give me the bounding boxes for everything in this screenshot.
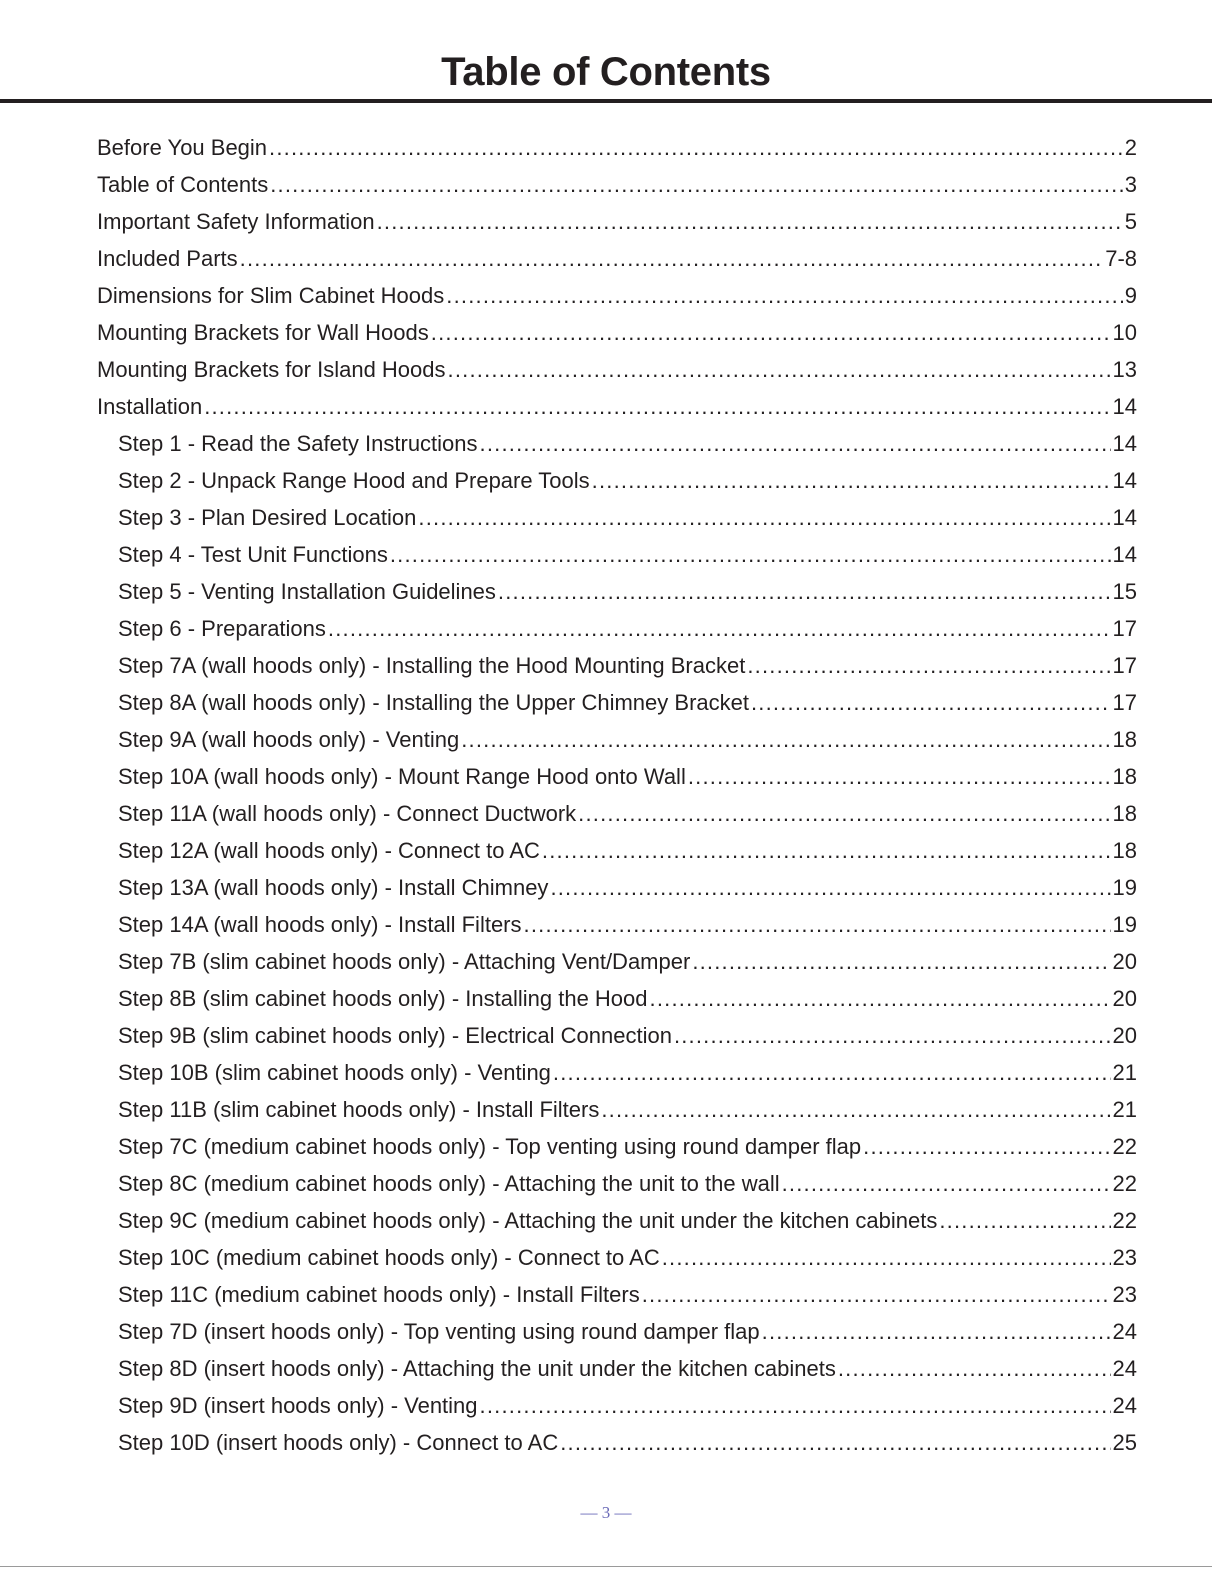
toc-entry[interactable] bbox=[0, 1051, 1212, 1088]
toc-entry-label: Installation bbox=[97, 394, 203, 419]
toc-entry-label: Important Safety Information bbox=[97, 209, 375, 234]
toc-list bbox=[0, 126, 1212, 1458]
toc-entry[interactable] bbox=[0, 607, 1212, 644]
toc-dot-leader bbox=[418, 503, 1110, 533]
toc-entry-label: Step 8A (wall hoods only) - Installing the Upper Chimney Bracket bbox=[118, 690, 749, 715]
toc-entry[interactable] bbox=[0, 792, 1212, 829]
toc-entry-page-number: 23 bbox=[1112, 1282, 1137, 1307]
toc-entry[interactable] bbox=[0, 1421, 1212, 1458]
toc-dot-leader bbox=[863, 1132, 1110, 1162]
toc-entry-page-number: 17 bbox=[1112, 616, 1137, 641]
toc-entry[interactable] bbox=[0, 681, 1212, 718]
toc-dot-leader bbox=[542, 836, 1111, 866]
toc-entry-page-number: 18 bbox=[1112, 764, 1137, 789]
toc-entry[interactable] bbox=[0, 1199, 1212, 1236]
toc-entry[interactable] bbox=[0, 1384, 1212, 1421]
toc-entry-label: Before You Begin bbox=[97, 135, 268, 160]
toc-entry[interactable] bbox=[0, 385, 1212, 422]
toc-entry-label: Step 2 - Unpack Range Hood and Prepare Tools bbox=[118, 468, 590, 493]
toc-entry-label: Step 7A (wall hoods only) - Installing the Hood Mounting Bracket bbox=[118, 653, 746, 678]
toc-entry[interactable] bbox=[0, 1014, 1212, 1051]
toc-entry-page-number: 9 bbox=[1124, 283, 1137, 308]
toc-dot-leader bbox=[270, 170, 1123, 200]
page-number-footer: — 3 — bbox=[580, 1503, 632, 1522]
toc-dot-leader bbox=[269, 133, 1123, 163]
toc-entry-label: Step 9C (medium cabinet hoods only) - Attaching the unit under the kitchen cabinets bbox=[118, 1208, 938, 1233]
toc-entry[interactable] bbox=[0, 755, 1212, 792]
toc-entry-label: Step 13A (wall hoods only) - Install Chimney bbox=[118, 875, 549, 900]
toc-entry-label: Step 4 - Test Unit Functions bbox=[118, 542, 388, 567]
toc-entry-page-number: 13 bbox=[1112, 357, 1137, 382]
toc-entry-page-number: 20 bbox=[1112, 986, 1137, 1011]
toc-entry-page-number: 10 bbox=[1112, 320, 1137, 345]
toc-entry-page-number: 17 bbox=[1112, 653, 1137, 678]
toc-entry-label: Step 11C (medium cabinet hoods only) - Install Filters bbox=[118, 1282, 640, 1307]
toc-entry-page-number: 14 bbox=[1112, 468, 1137, 493]
toc-entry-label: Step 9D (insert hoods only) - Venting bbox=[118, 1393, 478, 1418]
toc-entry-page-number: 22 bbox=[1112, 1134, 1137, 1159]
toc-dot-leader bbox=[448, 355, 1111, 385]
toc-dot-leader bbox=[446, 281, 1122, 311]
toc-entry[interactable] bbox=[0, 1310, 1212, 1347]
toc-entry-page-number: 19 bbox=[1112, 875, 1137, 900]
toc-entry[interactable] bbox=[0, 200, 1212, 237]
toc-dot-leader bbox=[560, 1428, 1110, 1458]
toc-entry-page-number: 18 bbox=[1112, 838, 1137, 863]
toc-entry-page-number: 22 bbox=[1112, 1171, 1137, 1196]
toc-entry-label: Step 8D (insert hoods only) - Attaching the unit under the kitchen cabinets bbox=[118, 1356, 836, 1381]
toc-dot-leader bbox=[524, 910, 1111, 940]
toc-entry-label: Step 10D (insert hoods only) - Connect to AC bbox=[118, 1430, 559, 1455]
toc-entry-label: Step 1 - Read the Safety Instructions bbox=[118, 431, 478, 456]
toc-entry-label: Dimensions for Slim Cabinet Hoods bbox=[97, 283, 445, 308]
toc-entry-page-number: 25 bbox=[1112, 1430, 1137, 1455]
toc-entry-label: Mounting Brackets for Island Hoods bbox=[97, 357, 446, 382]
toc-entry-label: Included Parts bbox=[97, 246, 238, 271]
toc-entry-page-number: 20 bbox=[1112, 949, 1137, 974]
toc-entry[interactable] bbox=[0, 1088, 1212, 1125]
toc-dot-leader bbox=[762, 1317, 1111, 1347]
toc-entry-label: Step 9A (wall hoods only) - Venting bbox=[118, 727, 460, 752]
toc-dot-leader bbox=[939, 1206, 1110, 1236]
bottom-divider bbox=[0, 1566, 1212, 1567]
toc-entry[interactable] bbox=[0, 829, 1212, 866]
title-divider bbox=[0, 99, 1212, 103]
toc-entry[interactable] bbox=[0, 459, 1212, 496]
toc-entry-label: Step 9B (slim cabinet hoods only) - Electrical Connection bbox=[118, 1023, 672, 1048]
toc-entry[interactable] bbox=[0, 274, 1212, 311]
toc-entry-page-number: 18 bbox=[1112, 801, 1137, 826]
toc-entry[interactable] bbox=[0, 1347, 1212, 1384]
toc-dot-leader bbox=[688, 762, 1111, 792]
toc-entry[interactable] bbox=[0, 977, 1212, 1014]
toc-entry-label: Step 7B (slim cabinet hoods only) - Attaching Vent/Damper bbox=[118, 949, 691, 974]
toc-entry-label: Step 8B (slim cabinet hoods only) - Installing the Hood bbox=[118, 986, 648, 1011]
toc-dot-leader bbox=[461, 725, 1110, 755]
toc-entry-label: Step 5 - Venting Installation Guidelines bbox=[118, 579, 496, 604]
toc-entry-label: Step 10A (wall hoods only) - Mount Range Hood onto Wall bbox=[118, 764, 686, 789]
toc-entry[interactable] bbox=[0, 1125, 1212, 1162]
toc-dot-leader bbox=[328, 614, 1111, 644]
toc-dot-leader bbox=[431, 318, 1111, 348]
toc-dot-leader bbox=[642, 1280, 1111, 1310]
toc-entry[interactable] bbox=[0, 311, 1212, 348]
toc-entry-page-number: 21 bbox=[1112, 1097, 1137, 1122]
toc-entry-page-number: 14 bbox=[1112, 505, 1137, 530]
toc-entry-page-number: 24 bbox=[1112, 1356, 1137, 1381]
toc-dot-leader bbox=[601, 1095, 1110, 1125]
toc-entry[interactable] bbox=[0, 866, 1212, 903]
toc-entry-page-number: 19 bbox=[1112, 912, 1137, 937]
toc-dot-leader bbox=[782, 1169, 1111, 1199]
toc-entry-page-number: 21 bbox=[1112, 1060, 1137, 1085]
toc-entry-label: Step 8C (medium cabinet hoods only) - Attaching the unit to the wall bbox=[118, 1171, 780, 1196]
toc-entry-label: Mounting Brackets for Wall Hoods bbox=[97, 320, 429, 345]
toc-entry[interactable] bbox=[0, 163, 1212, 200]
toc-dot-leader bbox=[592, 466, 1111, 496]
toc-dot-leader bbox=[553, 1058, 1111, 1088]
toc-dot-leader bbox=[751, 688, 1111, 718]
toc-entry[interactable] bbox=[0, 1273, 1212, 1310]
toc-entry[interactable] bbox=[0, 533, 1212, 570]
toc-entry-page-number: 5 bbox=[1124, 209, 1137, 234]
toc-entry[interactable] bbox=[0, 644, 1212, 681]
toc-entry-page-number: 23 bbox=[1112, 1245, 1137, 1270]
toc-entry-page-number: 24 bbox=[1112, 1393, 1137, 1418]
toc-entry[interactable] bbox=[0, 1236, 1212, 1273]
toc-dot-leader bbox=[578, 799, 1110, 829]
toc-entry[interactable] bbox=[0, 237, 1212, 274]
toc-dot-leader bbox=[390, 540, 1111, 570]
toc-entry-label: Step 12A (wall hoods only) - Connect to AC bbox=[118, 838, 540, 863]
toc-entry-label: Step 14A (wall hoods only) - Install Filters bbox=[118, 912, 522, 937]
toc-entry-page-number: 22 bbox=[1112, 1208, 1137, 1233]
toc-dot-leader bbox=[240, 244, 1104, 274]
toc-entry-label: Table of Contents bbox=[97, 172, 269, 197]
toc-entry-label: Step 3 - Plan Desired Location bbox=[118, 505, 417, 530]
toc-entry-label: Step 7D (insert hoods only) - Top venting using round damper flap bbox=[118, 1319, 760, 1344]
toc-dot-leader bbox=[480, 1391, 1111, 1421]
toc-dot-leader bbox=[204, 392, 1110, 422]
toc-dot-leader bbox=[550, 873, 1110, 903]
toc-entry-label: Step 10C (medium cabinet hoods only) - Connect to AC bbox=[118, 1245, 660, 1270]
toc-dot-leader bbox=[662, 1243, 1111, 1273]
toc-dot-leader bbox=[747, 651, 1110, 681]
toc-entry-page-number: 14 bbox=[1112, 394, 1137, 419]
toc-entry-label: Step 7C (medium cabinet hoods only) - Top venting using round damper flap bbox=[118, 1134, 862, 1159]
toc-entry-page-number: 3 bbox=[1124, 172, 1137, 197]
toc-entry[interactable] bbox=[0, 718, 1212, 755]
toc-dot-leader bbox=[498, 577, 1111, 607]
toc-entry-page-number: 7-8 bbox=[1105, 246, 1137, 271]
toc-entry[interactable] bbox=[0, 570, 1212, 607]
toc-dot-leader bbox=[377, 207, 1123, 237]
toc-dot-leader bbox=[650, 984, 1111, 1014]
toc-entry-label: Step 6 - Preparations bbox=[118, 616, 326, 641]
toc-entry[interactable] bbox=[0, 422, 1212, 459]
page-title: Table of Contents bbox=[441, 50, 771, 94]
toc-dot-leader bbox=[692, 947, 1110, 977]
toc-entry-label: Step 11B (slim cabinet hoods only) - Install Filters bbox=[118, 1097, 600, 1122]
toc-entry-page-number: 20 bbox=[1112, 1023, 1137, 1048]
toc-entry-page-number: 18 bbox=[1112, 727, 1137, 752]
toc-entry[interactable] bbox=[0, 1162, 1212, 1199]
toc-entry[interactable] bbox=[0, 496, 1212, 533]
toc-entry-page-number: 2 bbox=[1124, 135, 1137, 160]
toc-dot-leader bbox=[674, 1021, 1111, 1051]
toc-entry[interactable] bbox=[0, 126, 1212, 163]
toc-entry-page-number: 14 bbox=[1112, 542, 1137, 567]
toc-entry-page-number: 15 bbox=[1112, 579, 1137, 604]
toc-entry[interactable] bbox=[0, 348, 1212, 385]
toc-entry-page-number: 17 bbox=[1112, 690, 1137, 715]
toc-entry[interactable] bbox=[0, 940, 1212, 977]
toc-entry-page-number: 14 bbox=[1112, 431, 1137, 456]
toc-entry-page-number: 24 bbox=[1112, 1319, 1137, 1344]
toc-entry-label: Step 10B (slim cabinet hoods only) - Venting bbox=[118, 1060, 551, 1085]
toc-dot-leader bbox=[480, 429, 1111, 459]
toc-entry[interactable] bbox=[0, 903, 1212, 940]
toc-entry-label: Step 11A (wall hoods only) - Connect Ductwork bbox=[118, 801, 577, 826]
toc-dot-leader bbox=[838, 1354, 1111, 1384]
